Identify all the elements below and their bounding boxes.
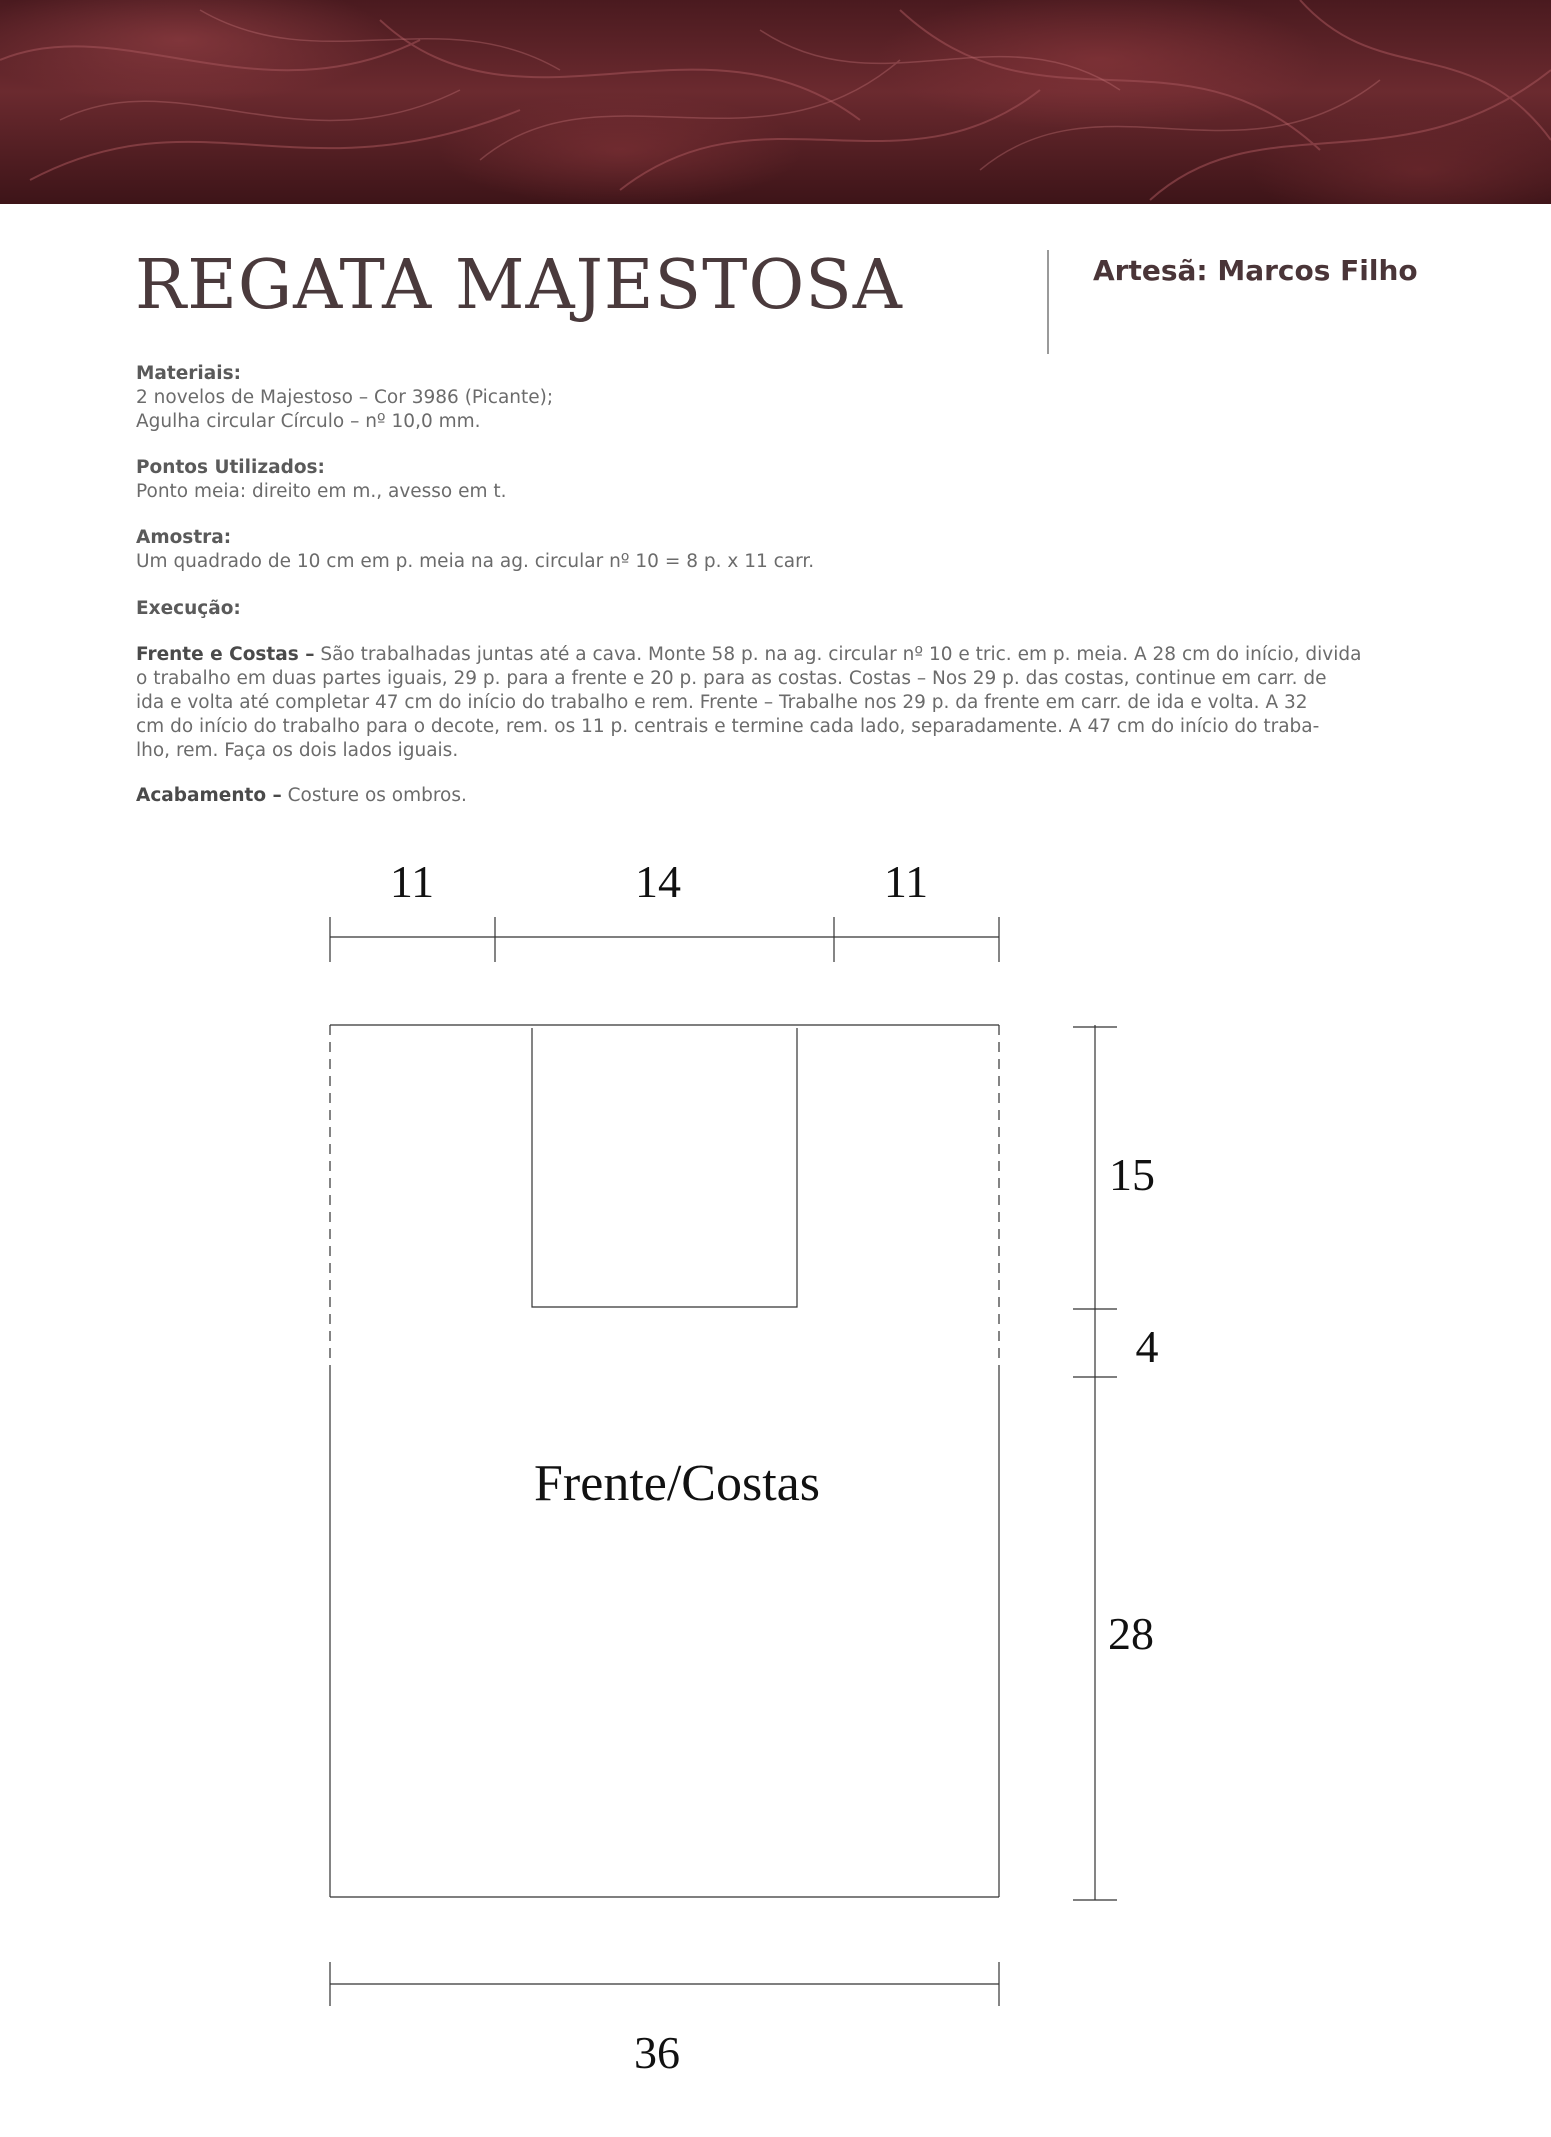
top-width-label-left: 11	[389, 856, 435, 907]
page-title: REGATA MAJESTOSA	[135, 246, 903, 325]
stitches-text: Ponto meia: direito em m., avesso em t.	[136, 481, 507, 502]
stitches-heading: Pontos Utilizados:	[136, 457, 325, 478]
gauge-heading: Amostra:	[136, 527, 232, 548]
finishing-text: Costure os ombros.	[287, 785, 467, 806]
execution-heading: Execução:	[136, 598, 241, 619]
front-back-label: Frente e Costas –	[136, 644, 315, 665]
front-back-line: São trabalhadas juntas até a cava. Monte 58 p. na ag. circular nº 10 e tric. em p. meia. A 28 cm do início, divida	[320, 644, 1362, 665]
materials-line: Agulha circular Círculo – nº 10,0 mm.	[136, 411, 481, 432]
front-back-line: o trabalho em duas partes iguais, 29 p. para a frente e 20 p. para as costas. Costas – Nos 29 p. das costas, continue em carr. de	[136, 668, 1327, 689]
bottom-width-label: 36	[634, 2027, 680, 2078]
finishing-label: Acabamento –	[136, 785, 282, 806]
front-back-line: ida e volta até completar 47 cm do início do trabalho e rem. Frente – Trabalhe nos 29 p. da frente em carr. de ida e volta. A 32	[136, 692, 1308, 713]
top-width-label-right: 11	[883, 856, 929, 907]
materials-line: 2 novelos de Majestoso – Cor 3986 (Picante);	[136, 387, 554, 408]
height-label-neck: 15	[1109, 1149, 1155, 1200]
gauge-text: Um quadrado de 10 cm em p. meia na ag. circular nº 10 = 8 p. x 11 carr.	[136, 551, 815, 572]
front-back-line: cm do início do trabalho para o decote, rem. os 11 p. centrais e termine cada lado, separadamente. A 47 cm do início do traba-	[136, 716, 1320, 737]
height-label-body: 28	[1108, 1608, 1154, 1659]
piece-label: Frente/Costas	[534, 1455, 820, 1512]
materials-heading: Materiais:	[136, 363, 241, 384]
artisan-credit: Artesã: Marcos Filho	[1093, 254, 1418, 287]
neckline-outline	[532, 1028, 797, 1307]
height-label-armhole: 4	[1135, 1321, 1159, 1372]
top-width-label-center: 14	[635, 856, 681, 907]
front-back-line: lho, rem. Faça os dois lados iguais.	[136, 740, 459, 761]
